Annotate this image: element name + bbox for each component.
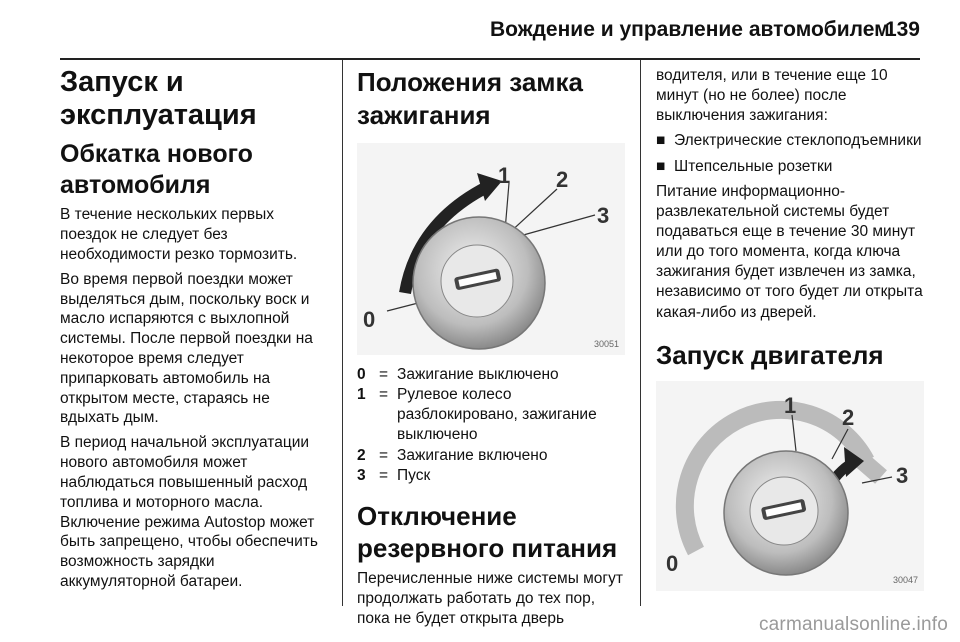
- square-bullet-icon: ■: [656, 157, 666, 175]
- legend-text: Зажигание включено: [397, 446, 548, 464]
- legend-equals: =: [379, 366, 389, 383]
- section-title-ignition-positions: Положения замка зажигания: [357, 67, 584, 130]
- subsection-title-break-in: Обкатка нового автомобиля: [60, 139, 253, 199]
- position-label-0: 0: [666, 551, 679, 577]
- engine-start-illustration: [656, 381, 924, 591]
- position-label-2: 2: [842, 405, 855, 431]
- position-label-2: 2: [556, 167, 569, 192]
- figure-code: 30047: [892, 575, 918, 586]
- positions-legend: [357, 365, 625, 486]
- position-label-3: 3: [597, 203, 610, 228]
- column-2: [357, 66, 625, 634]
- column-divider-2: [640, 60, 641, 606]
- column-3: [656, 66, 924, 591]
- legend-row: [357, 446, 625, 466]
- legend-text: Пуск: [397, 466, 431, 484]
- paragraph: Во время первой поездки может выделяться дым, поскольку воск и масло испаряются с выхлопной системы. После первой поездки на некоторое время следует припарковать автомобиль на открытом месте, стараясь не вдыхать дым.: [60, 270, 313, 427]
- page-number: 139: [884, 18, 920, 41]
- legend-row: [357, 385, 625, 445]
- legend-equals: =: [379, 466, 389, 484]
- column-1: [60, 66, 332, 597]
- list-item: [656, 157, 924, 177]
- paragraph: В период начальной эксплуатации нового автомобиля может наблюдаться повышенный расход топлива и моторного масла. Включение режима Autostop может быть запрещено, чтобы обеспечить возможность зарядки аккумуляторной батареи.: [60, 434, 318, 591]
- position-label-1: 1: [784, 393, 797, 419]
- list-item: [656, 131, 924, 151]
- engine-start-figure: [656, 381, 924, 591]
- subsection-title-retained-power: Отключение резервного питания: [357, 500, 618, 564]
- list-item-text: Штепсельные розетки: [674, 157, 833, 175]
- list-item-text: Электрические стеклоподъемники: [674, 132, 922, 150]
- paragraph: В течение нескольких первых поездок не следует без необходимости резко тормозить.: [60, 206, 298, 263]
- watermark: carmanualsonline.info: [758, 614, 948, 635]
- legend-number: 1: [357, 386, 366, 404]
- bullet-list: [656, 131, 924, 176]
- legend-row: [357, 466, 625, 486]
- legend-row: [357, 365, 625, 385]
- legend-equals: =: [379, 386, 389, 404]
- legend-number: 0: [357, 366, 366, 383]
- legend-equals: =: [379, 446, 389, 464]
- position-label-3: 3: [896, 463, 909, 489]
- legend-text: Рулевое колесо разблокировано, зажигание выключено: [397, 386, 597, 444]
- page-header-title: Вождение и управление автомобилем: [490, 18, 890, 41]
- paragraph: водителя, или в течение еще 10 минут (но не более) после выключения зажигания:: [656, 67, 888, 125]
- figure-code: 30051: [593, 339, 619, 349]
- legend-number: 2: [357, 446, 366, 464]
- paragraph: Питание информационно-развлекательной системы будет подаваться еще в течение 30 минут или до того момента, когда ключа зажигания будет извлечен из замка, независимо от того будет ли открыта какая-либо из дверей.: [656, 182, 923, 321]
- legend-number: 3: [357, 466, 366, 484]
- position-label-0: 0: [363, 307, 376, 332]
- legend-text: Зажигание выключено: [397, 366, 559, 383]
- column-divider-1: [342, 60, 343, 606]
- position-label-1: 1: [498, 163, 511, 188]
- subsection-title-engine-start: Запуск двигателя: [656, 339, 884, 370]
- section-title-start: Запуск и эксплуатация: [60, 66, 257, 132]
- square-bullet-icon: ■: [656, 132, 666, 150]
- ignition-lock-illustration: [357, 143, 625, 355]
- ignition-lock-figure: [357, 143, 625, 355]
- paragraph: Перечисленные ниже системы могут продолжать работать до тех пор, пока не будет открыта дверь: [357, 569, 623, 628]
- header-rule: [60, 58, 920, 60]
